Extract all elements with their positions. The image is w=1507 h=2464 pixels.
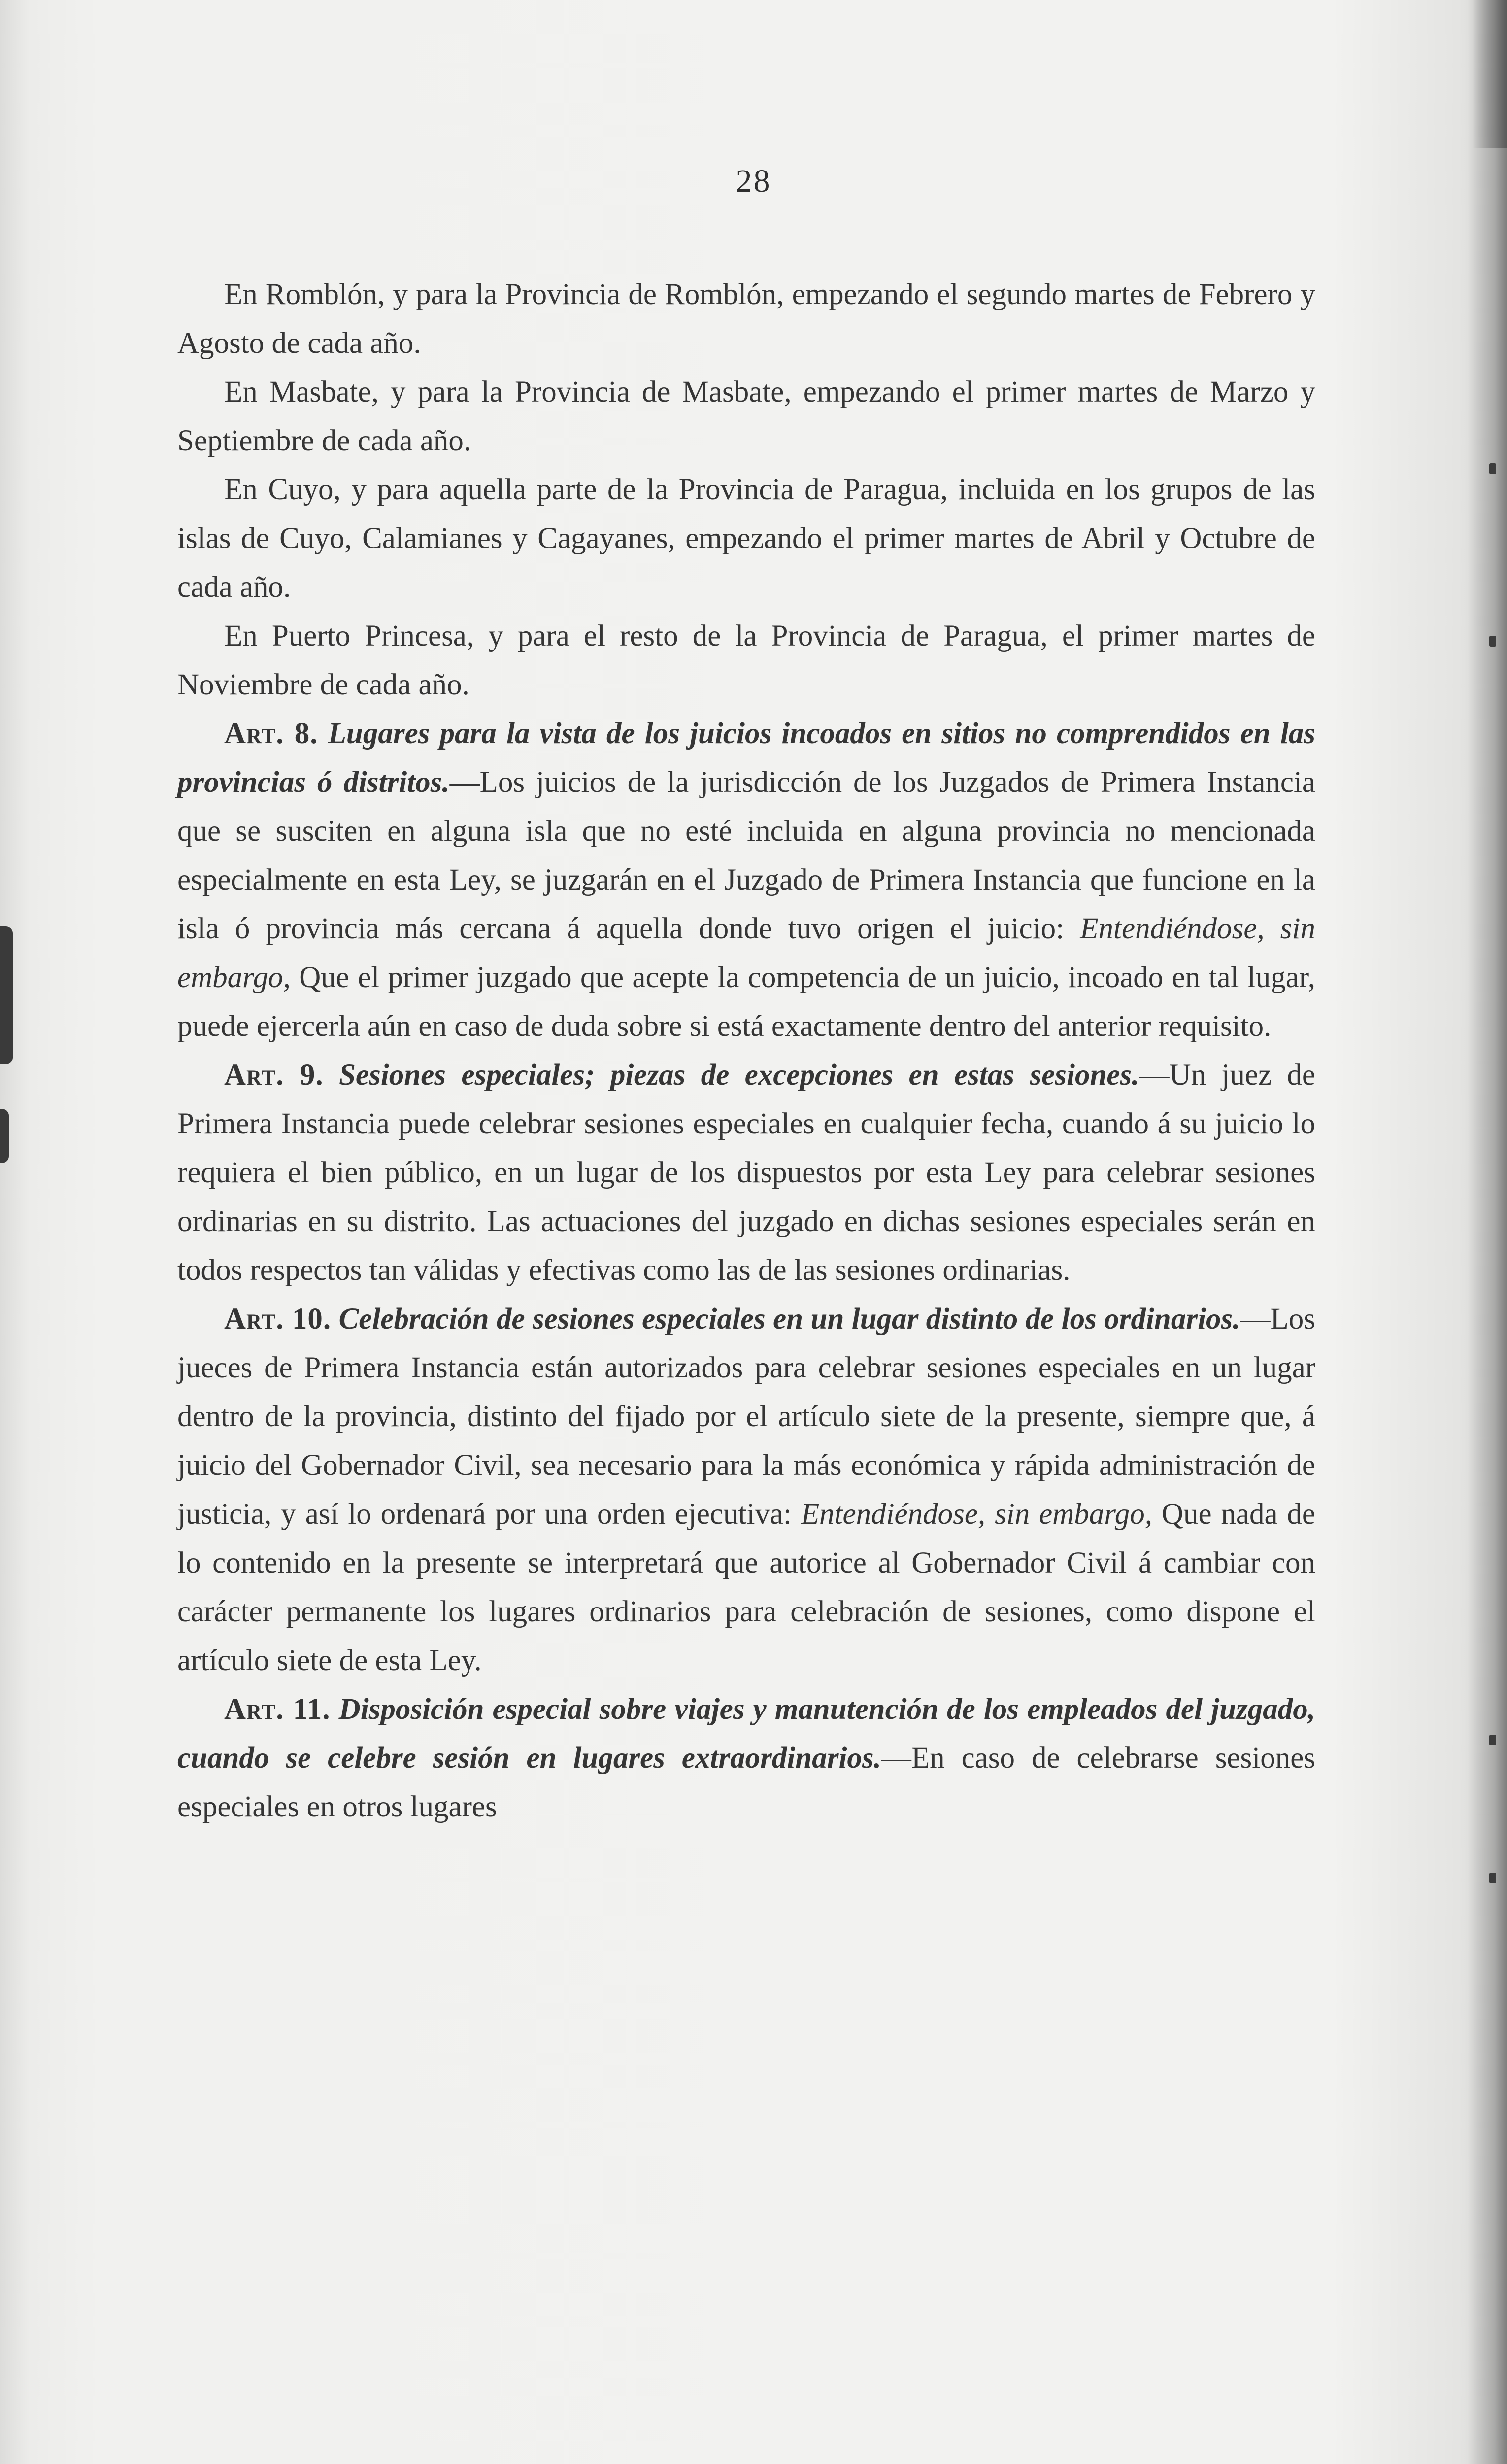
article-body: —Los juicios de la jurisdicción de los Juzgados de Primera Instancia que se susciten en alguna isla que no esté incluida en alguna provincia no mencionada especialmente en esta Ley, se juzgarán en el Juzgado de Primera Instancia que funcione en la isla ó provincia más cercana á aquella donde tuvo origen el juicio: — [177, 766, 1315, 945]
article-title: Sesiones especiales; piezas de excepciones en estas sesiones. — [339, 1059, 1139, 1092]
article-number: Art. 11. — [224, 1693, 331, 1726]
binding-shadow-left-lower — [0, 1109, 9, 1163]
binding-shadow-left — [0, 926, 13, 1064]
article-number: Art. 8. — [224, 717, 318, 750]
article-body: —En caso de celebrarse sesiones especiales en otros lugares — [177, 1742, 1316, 1823]
article-title: Disposición especial sobre viajes y manutención de los empleados del juzgado, cuando se celebre sesión en lugares extraordinarios. — [177, 1693, 1315, 1775]
article-body: —Los jueces de Primera Instancia están autorizados para celebrar sesiones especiales en un lugar dentro de la provincia, distinto del fijado por el artículo siete de la presente, siempre que, á juicio del Gobernador Civil, sea necesario para la más económica y rápida administración de justicia, y así lo ordenará por una orden ejecutiva: — [177, 1302, 1316, 1531]
paragraph: En Romblón, y para la Provincia de Romblón, empezando el segundo martes de Febrero y Agosto de cada año. — [177, 278, 1315, 360]
margin-mark — [1489, 1873, 1496, 1883]
margin-mark — [1489, 1735, 1496, 1745]
article-emphasis: Entendiéndose, sin embargo, — [801, 1498, 1152, 1531]
paragraph: En Cuyo, y para aquella parte de la Provincia de Paragua, incluida en los grupos de las islas de Cuyo, Calamianes y Cagayanes, empezando el primer martes de Abril y Octubre de cada año. — [177, 473, 1315, 604]
page-number: 28 — [736, 163, 771, 199]
article-title: Celebración de sesiones especiales en un lugar distinto de los ordinarios. — [338, 1302, 1240, 1335]
article-9 — [177, 1051, 1315, 1295]
article-10 — [177, 1295, 1315, 1685]
margin-mark — [1489, 463, 1496, 474]
article-number: Art. 10. — [224, 1302, 332, 1335]
article-title: Lugares para la vista de los juicios incoados en sitios no comprendidos en las provincias ó distritos. — [177, 717, 1316, 799]
article-emphasis: Entendiéndose, sin embargo, — [177, 912, 1315, 994]
margin-mark — [1489, 636, 1496, 647]
paragraph: En Masbate, y para la Provincia de Masbate, empezando el primer martes de Marzo y Septiembre de cada año. — [177, 376, 1315, 457]
article-number: Art. 9. — [224, 1059, 324, 1092]
article-body: —Un juez de Primera Instancia puede celebrar sesiones especiales en cualquier fecha, cuando á su juicio lo requiera el bien público, en un lugar de los dispuestos por esta Ley para celebrar sesiones ordinarias en su distrito. Las actuaciones del juzgado en dichas sesiones especiales serán en todos respectos tan válidas y efectivas como las de las sesiones ordinarias. — [177, 1059, 1315, 1287]
page-edge-shadow-right — [1468, 0, 1507, 2464]
article-11 — [177, 1685, 1315, 1831]
article-body-continued: Que nada de lo contenido en la presente se interpretará que autorice al Gobernador Civil á cambiar con carácter permanente los lugares ordinarios para celebración de sesiones, como dispone el artículo siete de esta Ley. — [177, 1498, 1316, 1677]
body-text — [177, 270, 1315, 1831]
page-corner-shadow — [1473, 0, 1507, 148]
paragraph: En Puerto Princesa, y para el resto de la Provincia de Paragua, el primer martes de Noviembre de cada año. — [177, 619, 1315, 701]
article-body-continued: Que el primer juzgado que acepte la competencia de un juicio, incoado en tal lugar, puede ejercerla aún en caso de duda sobre si está exactamente dentro del anterior requisito. — [177, 961, 1316, 1043]
article-8 — [177, 709, 1315, 1051]
